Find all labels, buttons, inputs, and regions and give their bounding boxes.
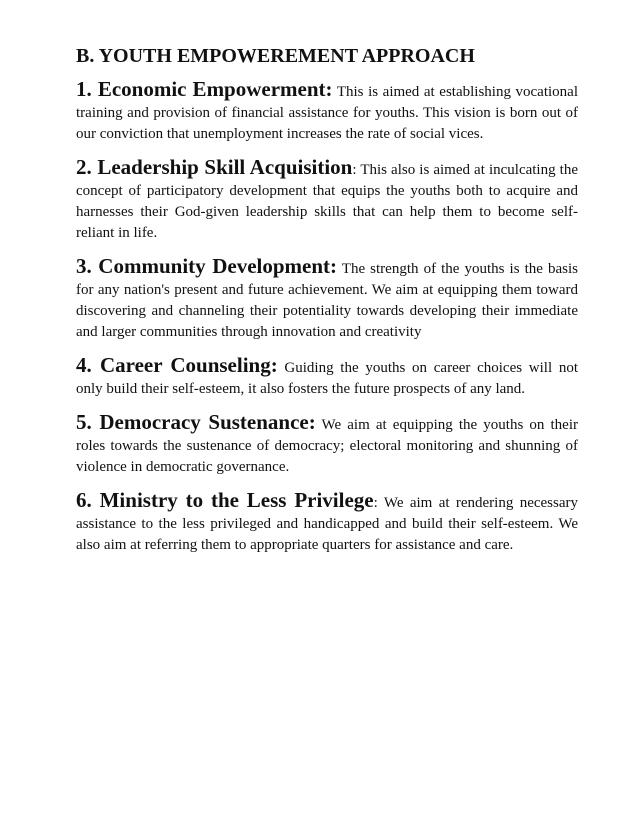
section-body: This is aimed at establishing vocational training and provision of financial assistance for youths. This vision is born out of our conviction that unemployment increases the rate of social vices.: [76, 84, 579, 142]
section-title: 6. Ministry to the Less Privilege: [76, 488, 374, 512]
section-leadership-skill-acquisition: [76, 157, 578, 244]
document-page: [76, 44, 578, 568]
section-body: The strength of the youths is the basis for any nation's present and future achievement. We aim at equipping them toward discovering and channeling their potentiality towards developing their immediate and larger communities through innovation and creativity: [76, 261, 579, 340]
section-community-development: [76, 256, 578, 343]
section-economic-empowerment: [76, 79, 578, 145]
section-body: : This also is aimed at inculcating the concept of participatory development that equips the youths both to acquire and harnesses their God-given leadership skills that can help them to become self-reliant in life.: [76, 162, 578, 241]
section-title: 4. Career Counseling:: [76, 353, 278, 377]
section-title: 1. Economic Empowerment:: [76, 77, 333, 101]
section-heading: B. YOUTH EMPOWEREMENT APPROACH: [76, 45, 475, 67]
section-title: 3. Community Development:: [76, 254, 338, 278]
section-democracy-sustenance: [76, 412, 578, 478]
section-body: Guiding the youths on career choices will not only build their self-esteem, it also fosters the future prospects of any land.: [76, 360, 578, 397]
section-body: We aim at equipping the youths on their roles towards the sustenance of democracy; electoral monitoring and shunning of violence in democratic governance.: [76, 417, 578, 475]
section-career-counseling: [76, 355, 578, 400]
section-title: 2. Leadership Skill Acquisition: [76, 155, 353, 179]
section-ministry-less-privilege: [76, 490, 578, 556]
section-title: 5. Democracy Sustenance:: [76, 410, 316, 434]
section-body: : We aim at rendering necessary assistance to the less privileged and handicapped and build their self-esteem. We also aim at referring them to appropriate quarters for assistance and care.: [76, 495, 578, 553]
